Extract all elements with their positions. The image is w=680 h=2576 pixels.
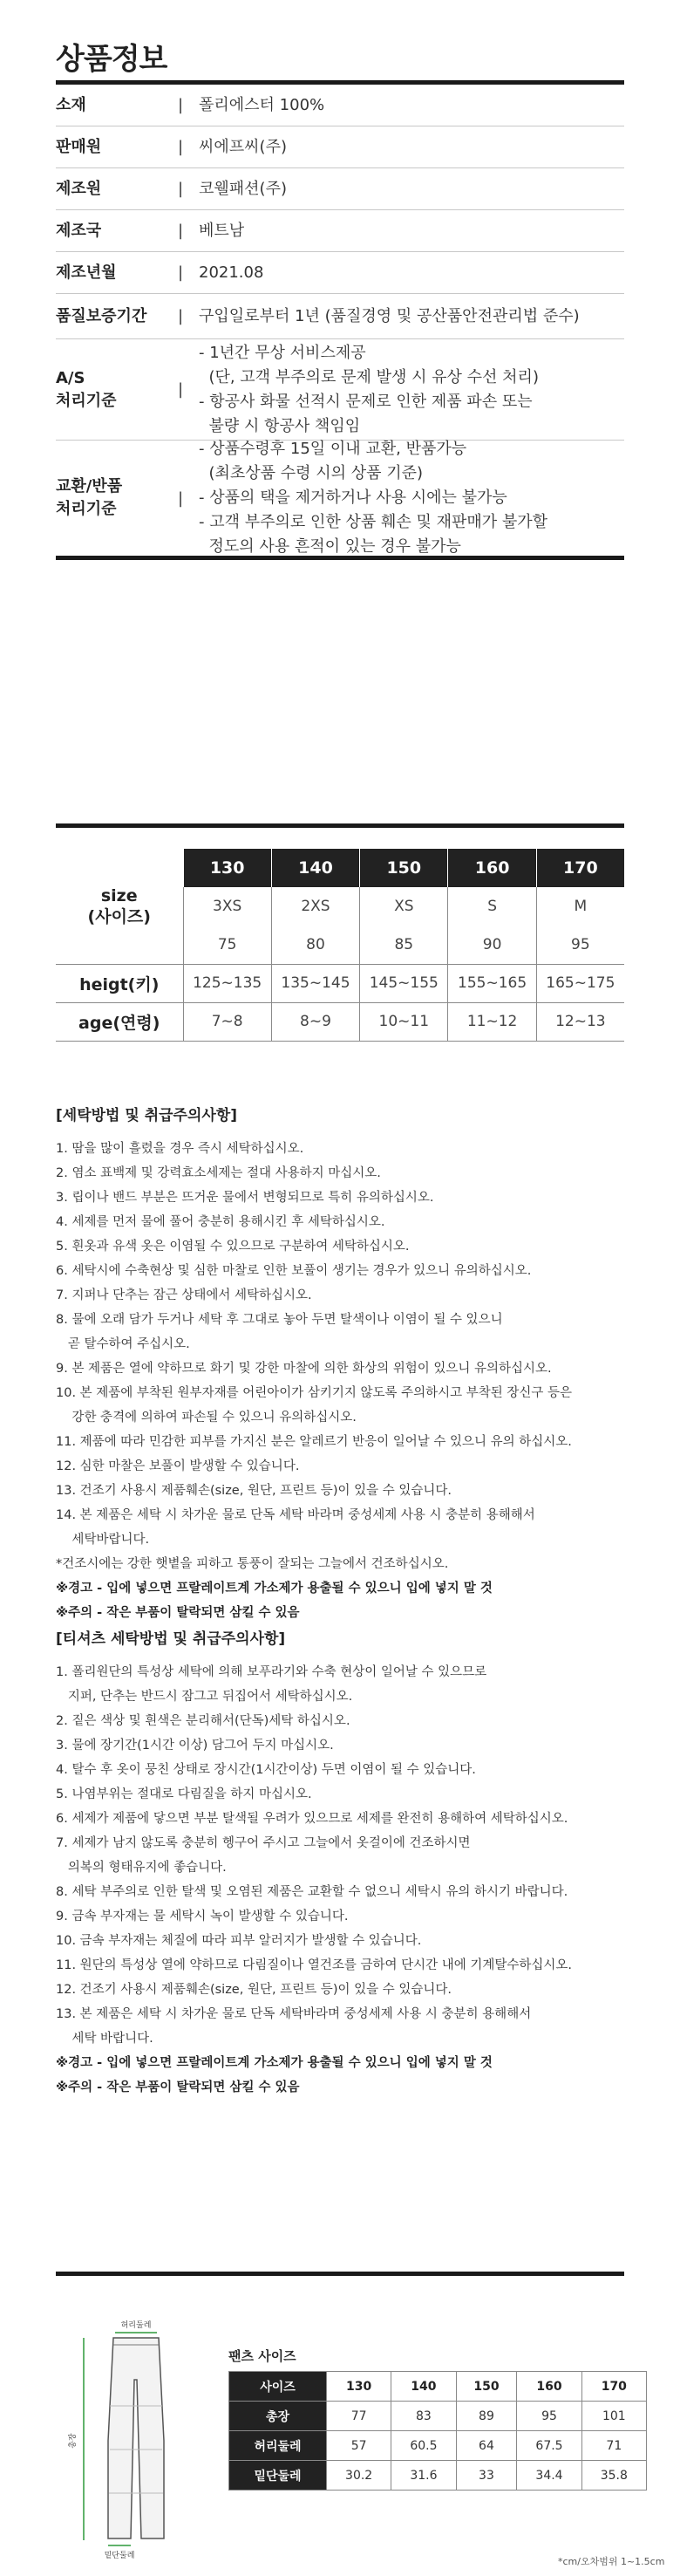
size-head-row bbox=[56, 849, 624, 887]
info-value-line: - 항공사 화물 선적시 문제로 인한 제품 파손 또는 bbox=[199, 392, 533, 411]
care-instruction-line: 세탁바랍니다. bbox=[56, 1533, 150, 1547]
pants-value-cell: 57 bbox=[327, 2431, 391, 2461]
section-divider bbox=[56, 2272, 624, 2276]
age-cell: 11~12 bbox=[448, 1002, 536, 1041]
info-value-line: 2021.08 bbox=[199, 263, 264, 282]
info-value-line: 불량 시 항공사 책임임 bbox=[199, 416, 361, 435]
info-value bbox=[199, 304, 624, 329]
pants-value-cell: 101 bbox=[581, 2402, 646, 2431]
info-row bbox=[56, 252, 624, 294]
info-separator: | bbox=[178, 263, 184, 282]
care-instruction-line: 5. 나염부위는 절대로 다림질을 하지 마십시오. bbox=[56, 1787, 312, 1801]
info-value-line: - 고객 부주의로 인한 상품 훼손 및 재판매가 불가할 bbox=[199, 513, 548, 531]
info-separator: | bbox=[178, 96, 184, 114]
info-separator: | bbox=[178, 307, 184, 325]
age-row-label: age(연령) bbox=[56, 1002, 183, 1041]
info-value-line: (단, 고객 부주의로 문제 발생 시 유상 수선 처리) bbox=[199, 367, 539, 386]
care-instruction-line: 의복의 형태유지에 좋습니다. bbox=[56, 1861, 227, 1875]
pants-value-cell: 95 bbox=[517, 2402, 581, 2431]
care-instruction-line: 13. 본 제품은 세탁 시 차가운 물로 단독 세탁바라며 중성세제 사용 시 충분히 용해해서 bbox=[56, 2007, 532, 2021]
waist-label: 허리둘레 bbox=[120, 2321, 152, 2330]
care-section-tshirt bbox=[56, 1626, 624, 2100]
care-warning-line: ※주의 - 작은 부품이 탈락되면 삼킬 수 있음 bbox=[56, 1606, 300, 1620]
info-value-line: 코웰패션(주) bbox=[199, 179, 287, 198]
size-table bbox=[56, 849, 624, 1042]
length-label: 총장 bbox=[69, 2433, 78, 2449]
pants-size-head-row bbox=[229, 2372, 647, 2402]
height-row bbox=[56, 964, 624, 1002]
care-instruction-line: 지퍼, 단추는 반드시 잠그고 뒤집어서 세탁하십시오. bbox=[56, 1690, 353, 1704]
care-instruction-line: 5. 흰옷과 유색 옷은 이염될 수 있으므로 구분하여 세탁하십시오. bbox=[56, 1240, 410, 1254]
info-value-line: - 상품의 택을 제거하거나 사용 시에는 불가능 bbox=[199, 489, 507, 507]
info-label: 제조년월 bbox=[56, 263, 117, 282]
pants-value-cell: 83 bbox=[391, 2402, 456, 2431]
pants-row-label: 허리둘레 bbox=[229, 2431, 327, 2461]
numeric-size-cell: 90 bbox=[448, 926, 536, 964]
info-value bbox=[199, 93, 624, 118]
numeric-size-cell: 75 bbox=[183, 926, 271, 964]
info-value bbox=[199, 437, 624, 559]
info-row bbox=[56, 294, 624, 339]
care-lines bbox=[56, 1660, 624, 2100]
age-cell: 10~11 bbox=[360, 1002, 448, 1041]
info-value bbox=[199, 261, 624, 285]
size-cell: 170 bbox=[536, 849, 624, 887]
info-row bbox=[56, 210, 624, 252]
pants-size-cell: 130 bbox=[327, 2372, 391, 2402]
size-cell: 130 bbox=[183, 849, 271, 887]
info-value bbox=[199, 219, 624, 243]
product-info-table bbox=[56, 80, 624, 560]
height-cell: 155~165 bbox=[448, 964, 536, 1002]
care-instruction-line: 11. 원단의 특성상 열에 약하므로 다림질이나 열건조를 금하여 단시간 내에 기계탈수하십시오. bbox=[56, 1958, 573, 1972]
size-cell: 150 bbox=[360, 849, 448, 887]
care-instruction-line: 13. 건조기 사용시 제품훼손(size, 원단, 프린트 등)이 있을 수 있습니다. bbox=[56, 1484, 452, 1498]
age-cell: 12~13 bbox=[536, 1002, 624, 1041]
pants-hem-row bbox=[229, 2461, 647, 2491]
care-instruction-line: 2. 짙은 색상 및 흰색은 분리해서(단독)세탁 하십시오. bbox=[56, 1714, 350, 1728]
info-value-line: 씨에프씨(주) bbox=[199, 137, 287, 156]
pants-size-cell: 140 bbox=[391, 2372, 456, 2402]
info-separator: | bbox=[178, 138, 184, 156]
pants-diagram bbox=[56, 2319, 213, 2563]
pants-value-cell: 31.6 bbox=[391, 2461, 456, 2491]
info-label: 교환/반품 처리기준 bbox=[56, 477, 123, 518]
height-row-label: heigt(키) bbox=[56, 964, 183, 1002]
pants-size-header-label: 사이즈 bbox=[229, 2372, 327, 2402]
care-instruction-line: 3. 물에 장기간(1시간 이상) 담그어 두지 마십시오. bbox=[56, 1739, 334, 1753]
info-value-line: (최초상품 수령 시의 상품 기준) bbox=[199, 464, 424, 482]
pants-value-cell: 67.5 bbox=[517, 2431, 581, 2461]
info-label: 제조국 bbox=[56, 221, 102, 240]
info-label: A/S 처리기준 bbox=[56, 368, 117, 410]
height-cell: 135~145 bbox=[271, 964, 359, 1002]
size-row-label: size (사이즈) bbox=[87, 885, 151, 926]
info-row bbox=[56, 339, 624, 441]
pants-value-cell: 77 bbox=[327, 2402, 391, 2431]
care-instruction-line: 3. 립이나 밴드 부분은 뜨거운 물에서 변형되므로 특히 유의하십시오. bbox=[56, 1191, 434, 1205]
pants-size-note: *cm/오차범위 1~1.5cm bbox=[558, 2556, 665, 2567]
info-row bbox=[56, 126, 624, 168]
care-instruction-line: 6. 세제가 제품에 닿으면 부분 탈색될 우려가 있으므로 세제를 완전히 용해하여 세탁하십시오. bbox=[56, 1812, 568, 1826]
info-row bbox=[56, 441, 624, 556]
age-cell: 8~9 bbox=[271, 1002, 359, 1041]
care-warning-line: ※경고 - 입에 넣으면 프랄레이트계 가소제가 용출될 수 있으니 입에 넣지 말 것 bbox=[56, 1582, 493, 1595]
care-section-title: [티셔츠 세탁방법 및 취급주의사항] bbox=[56, 1630, 286, 1648]
info-label: 판매원 bbox=[56, 137, 102, 156]
care-instruction-line: 강한 충격에 의하여 파손될 수 있으니 유의하십시오. bbox=[56, 1411, 357, 1425]
care-instruction-line: 9. 본 제품은 열에 약하므로 화기 및 강한 마찰에 의한 화상의 위험이 있으니 유의하십시오. bbox=[56, 1362, 552, 1376]
hem-label: 밑단둘레 bbox=[104, 2552, 135, 2560]
care-instruction-line: 1. 땀을 많이 흘렸을 경우 즉시 세탁하십시오. bbox=[56, 1142, 304, 1156]
care-instruction-line: 10. 금속 부자재는 체질에 따라 피부 알러지가 발생할 수 있습니다. bbox=[56, 1934, 422, 1948]
care-instruction-line: 6. 세탁시에 수축현상 및 심한 마찰로 인한 보풀이 생기는 경우가 있으니 유의하십시오. bbox=[56, 1264, 532, 1278]
care-instruction-line: 14. 본 제품은 세탁 시 차가운 물로 단독 세탁 바라며 중성세제 사용 시 충분히 용해해서 bbox=[56, 1508, 535, 1522]
height-cell: 125~135 bbox=[183, 964, 271, 1002]
letter-size-cell: S bbox=[448, 887, 536, 926]
pants-outline bbox=[108, 2338, 164, 2538]
info-value-line: 폴리에스터 100% bbox=[199, 95, 325, 114]
info-value-line: 구입일로부터 1년 (품질경영 및 공산품안전관리법 준수) bbox=[199, 306, 580, 325]
care-instruction-line: 8. 물에 오래 담가 두거나 세탁 후 그대로 놓아 두면 탈색이나 이염이 될 수 있으니 bbox=[56, 1313, 503, 1327]
numeric-size-cell: 80 bbox=[271, 926, 359, 964]
care-instruction-line: 10. 본 제품에 부착된 원부자재를 어린아이가 삼키기지 않도록 주의하시고 부착된 장신구 등은 bbox=[56, 1386, 573, 1400]
info-separator: | bbox=[178, 380, 184, 399]
info-label: 소재 bbox=[56, 95, 86, 114]
pants-size-cell: 170 bbox=[581, 2372, 646, 2402]
care-instruction-line: 곧 탈수하여 주십시오. bbox=[56, 1337, 190, 1351]
care-instruction-line: 7. 세제가 남지 않도록 충분히 헹구어 주시고 그늘에서 옷걸이에 건조하시면 bbox=[56, 1836, 471, 1850]
care-warning-line: ※주의 - 작은 부품이 탈락되면 삼킬 수 있음 bbox=[56, 2081, 300, 2094]
care-lines bbox=[56, 1137, 624, 1625]
pants-row-label: 밑단둘레 bbox=[229, 2461, 327, 2491]
care-instruction-line: 2. 염소 표백제 및 강력효소세제는 절대 사용하지 마십시오. bbox=[56, 1166, 381, 1180]
pants-length-row bbox=[229, 2402, 647, 2431]
age-cell: 7~8 bbox=[183, 1002, 271, 1041]
pants-value-cell: 33 bbox=[456, 2461, 517, 2491]
care-instruction-line: 12. 건조기 사용시 제품훼손(size, 원단, 프린트 등)이 있을 수 있습니다. bbox=[56, 1983, 452, 1997]
pants-size-table bbox=[228, 2371, 647, 2491]
pants-size-cell: 160 bbox=[517, 2372, 581, 2402]
info-label: 품질보증기간 bbox=[56, 306, 147, 325]
care-instruction-line: 8. 세탁 부주의로 인한 탈색 및 오염된 제품은 교환할 수 없으니 세탁시 유의 하시기 바랍니다. bbox=[56, 1885, 568, 1899]
height-cell: 145~155 bbox=[360, 964, 448, 1002]
info-value-line: - 1년간 무상 서비스제공 bbox=[199, 343, 366, 362]
pants-waist-row bbox=[229, 2431, 647, 2461]
care-instruction-line: 세탁 바랍니다. bbox=[56, 2032, 153, 2046]
numeric-size-cell: 85 bbox=[360, 926, 448, 964]
info-separator: | bbox=[178, 489, 184, 508]
care-instruction-line: 4. 탈수 후 옷이 뭉친 상태로 장시간(1시간이상) 두면 이염이 될 수 있습니다. bbox=[56, 1763, 476, 1777]
pants-value-cell: 30.2 bbox=[327, 2461, 391, 2491]
info-value bbox=[199, 135, 624, 160]
care-instruction-line: *건조시에는 강한 햇볕을 피하고 통풍이 잘되는 그늘에서 건조하십시오. bbox=[56, 1557, 449, 1571]
pants-value-cell: 64 bbox=[456, 2431, 517, 2461]
page-title: 상품정보 bbox=[56, 42, 167, 77]
pants-value-cell: 34.4 bbox=[517, 2461, 581, 2491]
pants-value-cell: 35.8 bbox=[581, 2461, 646, 2491]
info-label: 제조원 bbox=[56, 179, 102, 198]
age-row bbox=[56, 1002, 624, 1041]
size-chart bbox=[56, 823, 624, 1042]
size-cell: 140 bbox=[271, 849, 359, 887]
letter-size-cell: XS bbox=[360, 887, 448, 926]
pants-value-cell: 89 bbox=[456, 2402, 517, 2431]
care-section-title: [세탁방법 및 취급주의사항] bbox=[56, 1107, 238, 1124]
info-separator: | bbox=[178, 222, 184, 240]
care-instruction-line: 9. 금속 부자재는 물 세탁시 녹이 발생할 수 있습니다. bbox=[56, 1910, 349, 1923]
care-instruction-line: 1. 폴리원단의 특성상 세탁에 의해 보푸라기와 수축 현상이 일어날 수 있으므로 bbox=[56, 1665, 487, 1679]
pants-row-label: 총장 bbox=[229, 2402, 327, 2431]
care-instruction-line: 7. 지퍼나 단추는 잠근 상태에서 세탁하십시오. bbox=[56, 1288, 312, 1302]
letter-size-cell: M bbox=[536, 887, 624, 926]
letter-size-cell: 3XS bbox=[183, 887, 271, 926]
info-value bbox=[199, 341, 624, 439]
info-row bbox=[56, 85, 624, 126]
letter-size-cell: 2XS bbox=[271, 887, 359, 926]
pants-size-cell: 150 bbox=[456, 2372, 517, 2402]
height-cell: 165~175 bbox=[536, 964, 624, 1002]
info-value-line: 베트남 bbox=[199, 221, 245, 240]
care-instruction-line: 12. 심한 마찰은 보풀이 발생할 수 있습니다. bbox=[56, 1459, 300, 1473]
numeric-size-cell: 95 bbox=[536, 926, 624, 964]
size-top-rule bbox=[56, 823, 624, 828]
pants-size-caption: 팬츠 사이즈 bbox=[228, 2348, 296, 2364]
pants-value-cell: 60.5 bbox=[391, 2431, 456, 2461]
care-instruction-line: 4. 세제를 먼저 물에 풀어 충분히 용해시킨 후 세탁하십시오. bbox=[56, 1215, 385, 1229]
info-value bbox=[199, 177, 624, 202]
info-separator: | bbox=[178, 180, 184, 198]
size-cell: 160 bbox=[448, 849, 536, 887]
care-section-wash bbox=[56, 1103, 624, 1625]
info-row bbox=[56, 168, 624, 210]
care-warning-line: ※경고 - 입에 넣으면 프랄레이트계 가소제가 용출될 수 있으니 입에 넣지 말 것 bbox=[56, 2056, 493, 2070]
info-value-line: - 상품수령후 15일 이내 교환, 반품가능 bbox=[199, 440, 467, 458]
pants-value-cell: 71 bbox=[581, 2431, 646, 2461]
care-instruction-line: 11. 제품에 따라 민감한 피부를 가지신 분은 알레르기 반응이 일어날 수 있으니 유의 하십시오. bbox=[56, 1435, 572, 1449]
info-rows bbox=[56, 85, 624, 556]
info-value-line: 정도의 사용 흔적이 있는 경우 불가능 bbox=[199, 537, 461, 556]
